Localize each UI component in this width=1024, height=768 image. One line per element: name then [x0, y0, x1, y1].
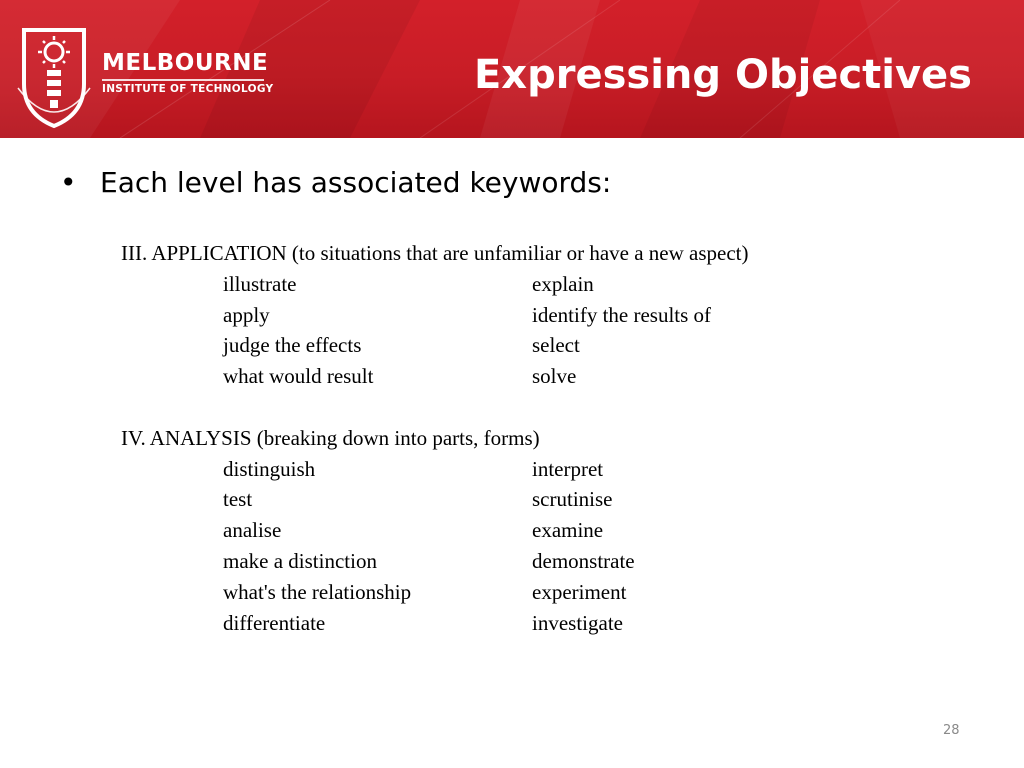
keyword-row [121, 454, 749, 485]
keyword-row [121, 515, 749, 546]
keyword-left: make a distinction [223, 548, 377, 573]
section-heading-application: III. APPLICATION (to situations that are unfamiliar or have a new aspect) [121, 241, 749, 265]
keyword-left: what would result [223, 364, 374, 389]
header-banner [0, 0, 1024, 138]
slide-title: Expressing Objectives [473, 52, 972, 98]
keyword-right: identify the results of [532, 302, 712, 327]
bullet-text: Each level has associated keywords: [100, 166, 612, 199]
keyword-row [121, 577, 749, 608]
keyword-right: solve [532, 364, 577, 389]
logo-wordmark: MELBOURNE [102, 50, 269, 76]
keyword-right: demonstrate [532, 548, 635, 573]
section-heading-analysis: IV. ANALYSIS (breaking down into parts, forms) [121, 425, 540, 450]
section-spacer [121, 392, 749, 423]
keyword-right: investigate [532, 610, 623, 635]
keyword-left: illustrate [223, 271, 297, 296]
keyword-row [121, 361, 749, 392]
keyword-row [121, 269, 749, 300]
keyword-left: judge the effects [223, 333, 362, 358]
keyword-right: examine [532, 518, 604, 543]
keyword-left: what's the relationship [223, 579, 412, 604]
keyword-row [121, 608, 749, 639]
keyword-right: explain [532, 271, 594, 296]
keyword-right: interpret [532, 456, 604, 481]
keyword-right: select [532, 333, 580, 358]
keyword-left: analise [223, 518, 282, 543]
page-number: 28 [943, 723, 960, 738]
keyword-left: test [223, 487, 253, 512]
keyword-left: apply [223, 302, 270, 327]
keyword-list [121, 238, 749, 638]
keyword-right: scrutinise [532, 487, 613, 512]
keyword-row [121, 484, 749, 515]
mit-crest-icon [14, 26, 94, 130]
keyword-row [121, 300, 749, 331]
keyword-left: distinguish [223, 456, 316, 481]
keyword-left: differentiate [223, 610, 326, 635]
keyword-right: experiment [532, 579, 627, 604]
bullet-item [60, 166, 611, 199]
logo-subtitle: INSTITUTE OF TECHNOLOGY [102, 83, 274, 95]
keyword-row [121, 330, 749, 361]
logo-divider [102, 79, 264, 81]
keyword-row [121, 546, 749, 577]
bullet-icon: • [60, 166, 77, 199]
